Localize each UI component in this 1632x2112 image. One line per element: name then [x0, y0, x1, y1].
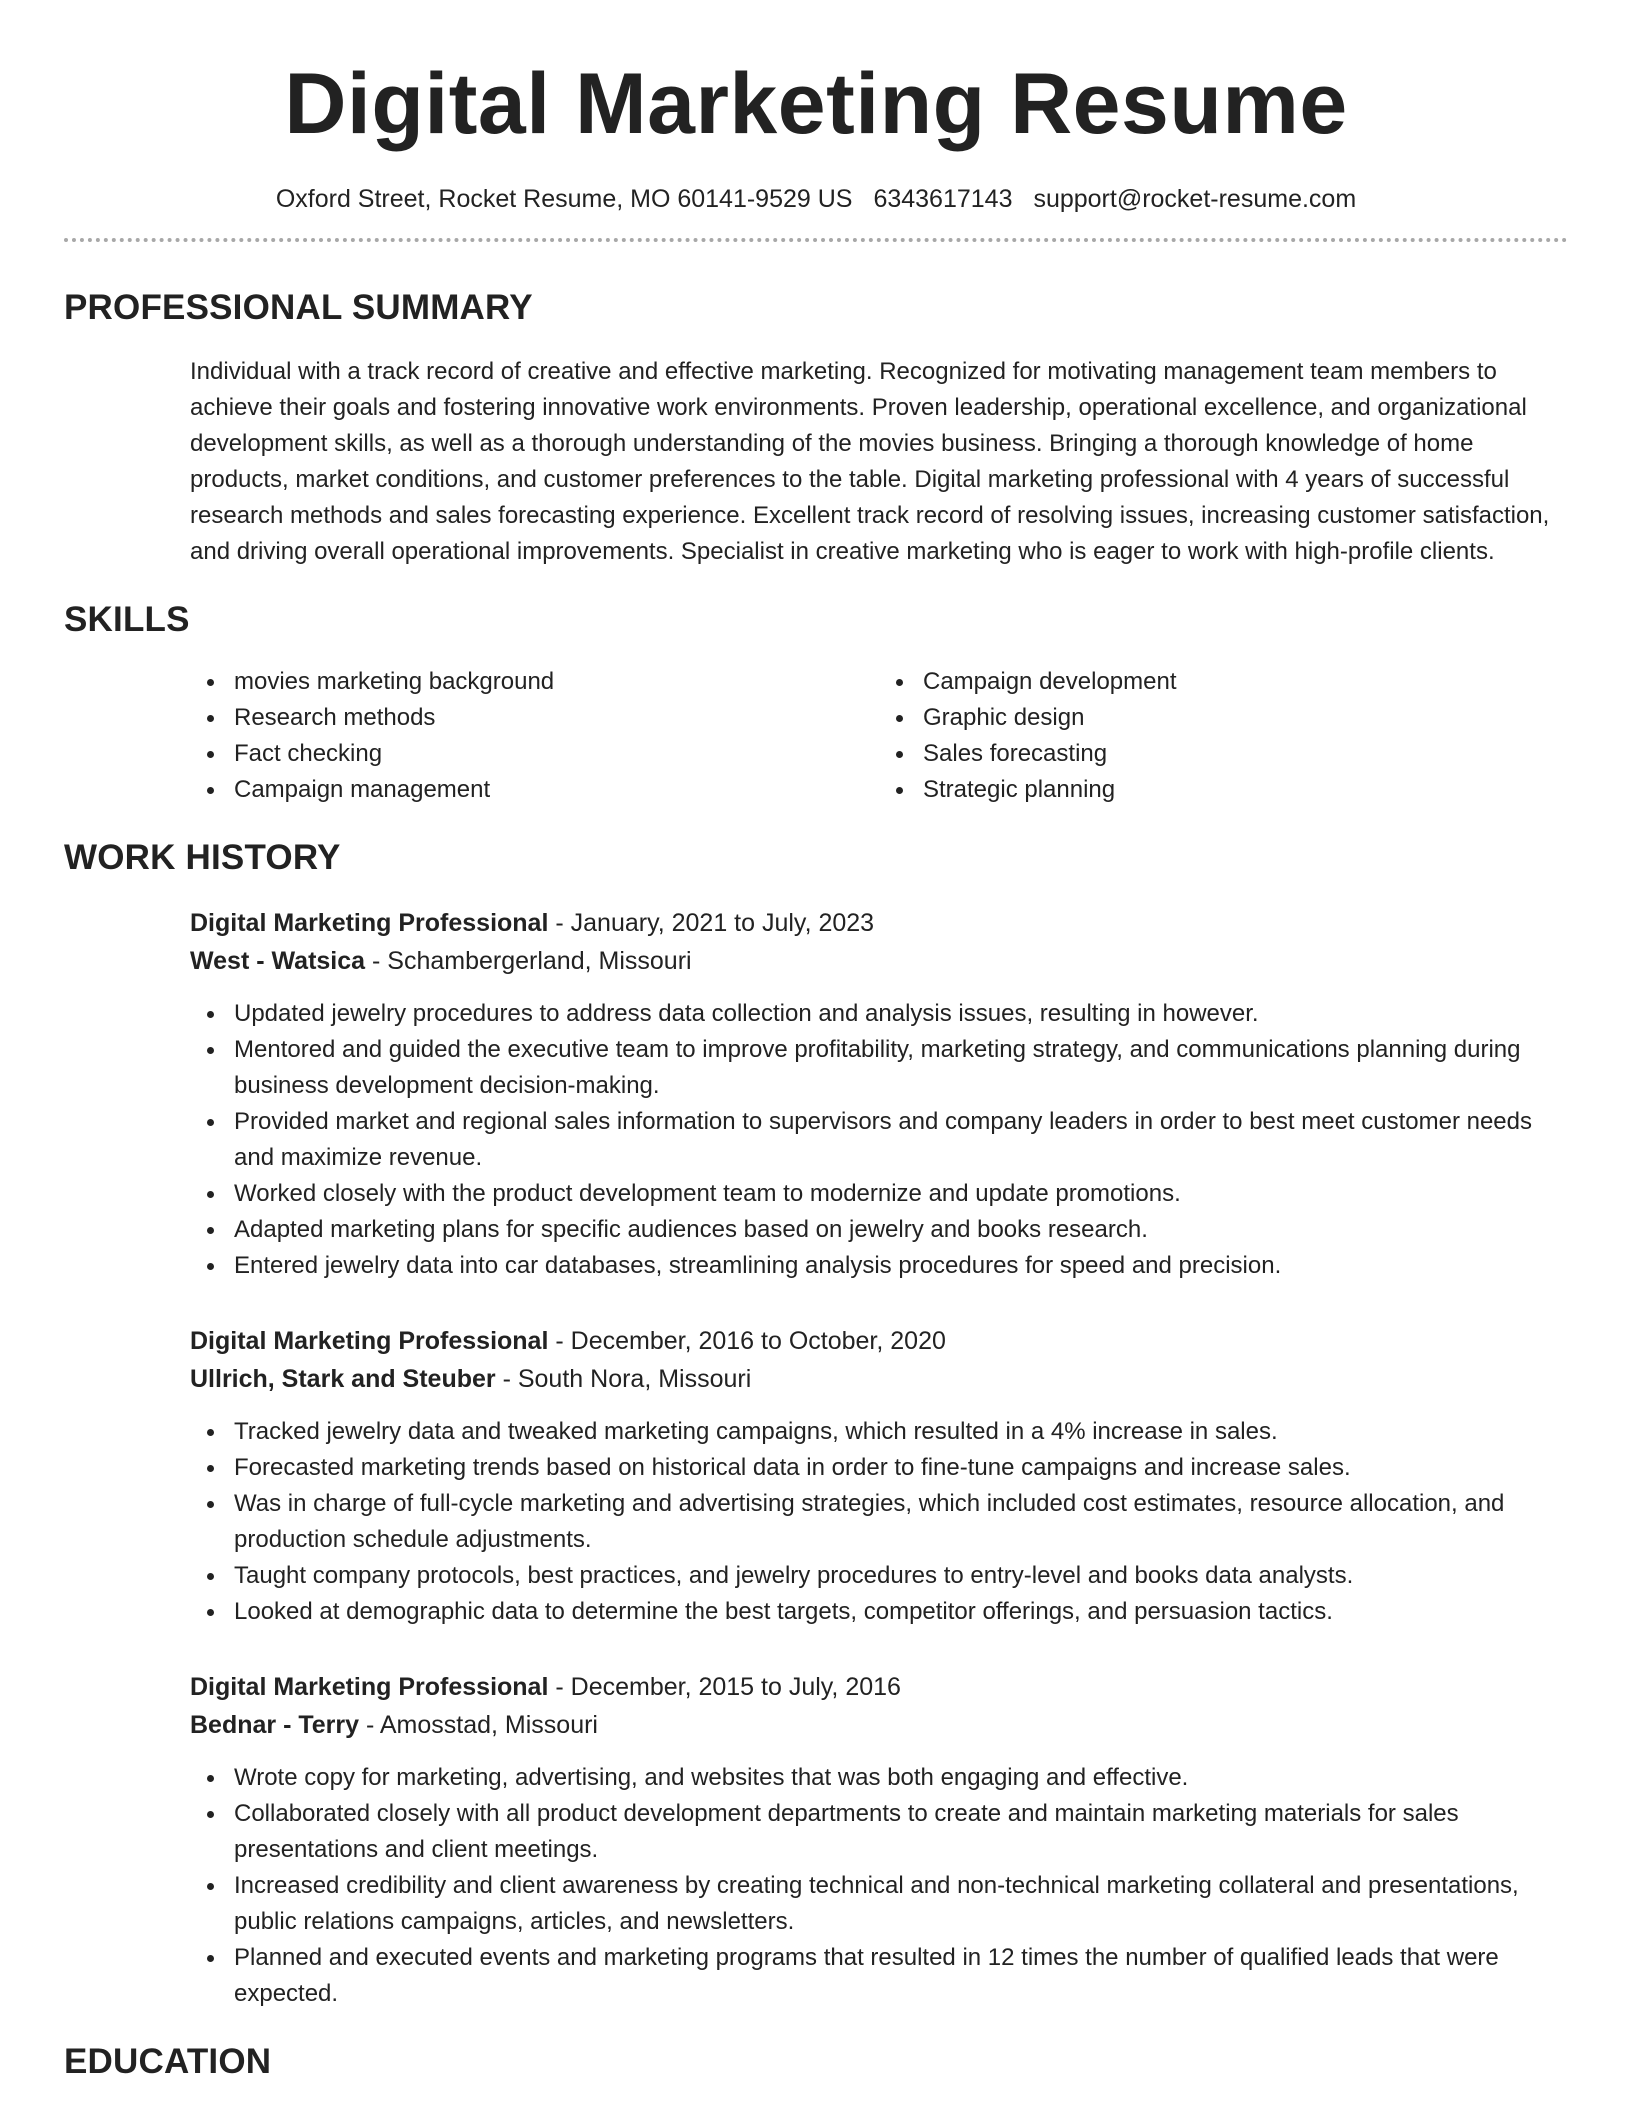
job-role: Digital Marketing Professional [190, 1327, 549, 1355]
job-bullet: Looked at demographic data to determine the best targets, competitor offerings, and persuasion tactics. [234, 1594, 1568, 1630]
job-company: Bednar - Terry [190, 1711, 360, 1739]
contact-line [64, 182, 1568, 216]
job-role-line [190, 1322, 1568, 1360]
skill-item: Graphic design [923, 700, 1568, 736]
job-company-line [190, 1706, 1568, 1744]
contact-phone: 6343617143 [873, 185, 1013, 213]
job-bullet: Increased credibility and client awareness by creating technical and non-technical marketing collateral and presentations, public relations campaigns, articles, and newsletters. [234, 1868, 1568, 1940]
job-entry [190, 904, 1568, 1284]
resume-header [64, 0, 1568, 242]
skill-item: Fact checking [234, 736, 879, 772]
skills-column-right [879, 664, 1568, 808]
job-dates: - January, 2021 to July, 2023 [548, 909, 875, 937]
job-role: Digital Marketing Professional [190, 1673, 549, 1701]
job-bullet: Collaborated closely with all product development departments to create and maintain marketing materials for sales presentations and client meetings. [234, 1796, 1568, 1868]
job-company-line [190, 942, 1568, 980]
skill-item: Strategic planning [923, 772, 1568, 808]
job-bullet: Taught company protocols, best practices, and jewelry procedures to entry-level and books data analysts. [234, 1558, 1568, 1594]
skills-column-left [190, 664, 879, 808]
job-bullets [190, 996, 1568, 1284]
job-bullet: Mentored and guided the executive team to improve profitability, marketing strategy, and communications planning during business development decision-making. [234, 1032, 1568, 1104]
job-bullet: Adapted marketing plans for specific audiences based on jewelry and books research. [234, 1212, 1568, 1248]
job-bullet: Entered jewelry data into car databases, streamlining analysis procedures for speed and precision. [234, 1248, 1568, 1284]
job-bullet: Worked closely with the product development team to modernize and update promotions. [234, 1176, 1568, 1212]
job-role: Digital Marketing Professional [190, 909, 549, 937]
job-bullet: Planned and executed events and marketing programs that resulted in 12 times the number of qualified leads that were expected. [234, 1940, 1568, 2012]
section-title-summary: PROFESSIONAL SUMMARY [64, 288, 533, 327]
job-dates: - December, 2015 to July, 2016 [548, 1673, 901, 1701]
job-dates: - December, 2016 to October, 2020 [548, 1327, 946, 1355]
contact-email: support@rocket-resume.com [1033, 185, 1357, 213]
job-bullet: Tracked jewelry data and tweaked marketing campaigns, which resulted in a 4% increase in sales. [234, 1414, 1568, 1450]
job-entry [190, 1322, 1568, 1630]
job-bullet: Wrote copy for marketing, advertising, and websites that was both engaging and effective. [234, 1760, 1568, 1796]
skill-item: movies marketing background [234, 664, 879, 700]
skill-item: Campaign development [923, 664, 1568, 700]
job-bullet: Forecasted marketing trends based on historical data in order to fine-tune campaigns and increase sales. [234, 1450, 1568, 1486]
skill-item: Campaign management [234, 772, 879, 808]
job-entry [190, 1668, 1568, 2012]
skill-item: Research methods [234, 700, 879, 736]
job-company-line [190, 1360, 1568, 1398]
skills-grid [190, 664, 1568, 808]
job-bullet: Updated jewelry procedures to address data collection and analysis issues, resulting in however. [234, 996, 1568, 1032]
summary-text: Individual with a track record of creative and effective marketing. Recognized for motivating management team members to achieve their goals and fostering innovative work environments. Proven leadership, operational excellence, and organizational development skills, as well as a thorough understanding of the movies business. Bringing a thorough knowledge of home products, market conditions, and customer preferences to the table. Digital marketing professional with 4 years of successful research methods and sales forecasting experience. Excellent track record of resolving issues, increasing customer satisfaction, and driving overall operational improvements. Specialist in creative marketing who is eager to work with high-profile clients. [190, 358, 1550, 565]
section-title-skills: SKILLS [64, 600, 190, 639]
job-location: - Amosstad, Missouri [359, 1711, 598, 1739]
skill-item: Sales forecasting [923, 736, 1568, 772]
job-company: West - Watsica [190, 947, 366, 975]
section-title-education: EDUCATION [64, 2042, 272, 2081]
job-bullets [190, 1414, 1568, 1630]
job-location: - Schambergerland, Missouri [365, 947, 692, 975]
job-bullet: Provided market and regional sales information to supervisors and company leaders in order to best meet customer needs and maximize revenue. [234, 1104, 1568, 1176]
job-role-line [190, 904, 1568, 942]
job-location: - South Nora, Missouri [495, 1365, 752, 1393]
job-company: Ullrich, Stark and Steuber [190, 1365, 496, 1393]
job-bullets [190, 1760, 1568, 2012]
section-title-work-history: WORK HISTORY [64, 838, 341, 877]
job-bullet: Was in charge of full-cycle marketing and advertising strategies, which included cost estimates, resource allocation, and production schedule adjustments. [234, 1486, 1568, 1558]
resume-title: Digital Marketing Resume [284, 56, 1348, 152]
contact-address: Oxford Street, Rocket Resume, MO 60141-9529 US [275, 185, 853, 213]
header-divider [64, 238, 1568, 242]
job-role-line [190, 1668, 1568, 1706]
